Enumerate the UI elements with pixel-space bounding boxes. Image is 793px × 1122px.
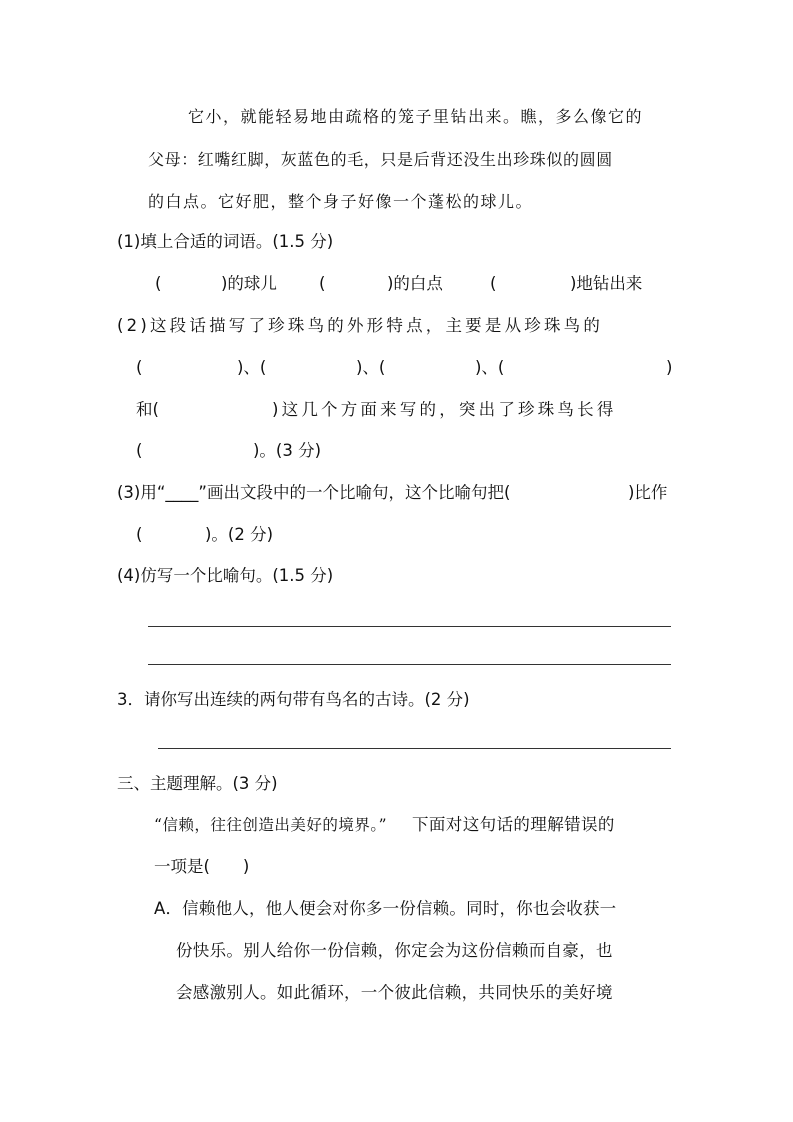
passage-line: 它小，就能轻易地由疏格的笼子里钻出来。瞧，多么像它的 <box>188 107 644 126</box>
blank-open: ( <box>136 358 143 377</box>
text: )比作 <box>628 483 668 502</box>
blank-sep: )、( <box>475 358 505 377</box>
text: 下面对这句话的理解错误的 <box>412 815 615 834</box>
text: )。(3 分) <box>253 441 322 460</box>
part-3-question: 一项是( ) <box>154 857 250 876</box>
question-4-title: (4)仿写一个比喻句。(1.5 分) <box>117 566 334 585</box>
text: 和( <box>136 400 159 419</box>
text: (3)用“____”画出文段中的一个比喻句，这个比喻句把( <box>117 483 511 502</box>
blank-sep: )、( <box>356 358 386 377</box>
part-3-title: 三、主题理解。(3 分) <box>117 774 278 793</box>
blank-close: ) <box>666 358 673 377</box>
text: )这几个方面来写的，突出了珍珠鸟长得 <box>272 400 617 419</box>
blank-label: )的球儿 <box>221 274 277 293</box>
answer-line[interactable] <box>148 626 671 627</box>
answer-line[interactable] <box>158 748 671 749</box>
option-a-line: 会感激别人。如此循环，一个彼此信赖，共同快乐的美好境 <box>176 983 613 1002</box>
question-2-line: (2)这段话描写了珍珠鸟的外形特点，主要是从珍珠鸟的 <box>117 316 604 335</box>
blank-label: )的白点 <box>387 274 443 293</box>
passage-line: 的白点。它好肥，整个身子好像一个蓬松的球儿。 <box>148 192 534 211</box>
blank-sep: )、( <box>237 358 267 377</box>
blank-open: ( <box>136 525 143 544</box>
quote: “信赖，往往创造出美好的境界。” <box>154 816 388 834</box>
passage-line: 父母：红嘴红脚，灰蓝色的毛，只是后背还没生出珍珠似的圆圆 <box>148 150 613 169</box>
blank-open: ( <box>319 274 326 293</box>
option-a-line: 份快乐。别人给你一份信赖，你定会为这份信赖而自豪，也 <box>176 941 613 960</box>
section-3-title: 3．请你写出连续的两句带有鸟名的古诗。(2 分) <box>117 690 470 709</box>
text: )。(2 分) <box>205 525 274 544</box>
blank-open: ( <box>155 274 162 293</box>
answer-line[interactable] <box>148 664 671 665</box>
blank-open: ( <box>136 441 143 460</box>
blank-open: ( <box>490 274 497 293</box>
question-1-title: (1)填上合适的词语。(1.5 分) <box>117 232 334 251</box>
blank-label: )地钻出来 <box>570 274 643 293</box>
option-a-line: A．信赖他人，他人便会对你多一份信赖。同时，你也会收获一 <box>154 899 617 918</box>
